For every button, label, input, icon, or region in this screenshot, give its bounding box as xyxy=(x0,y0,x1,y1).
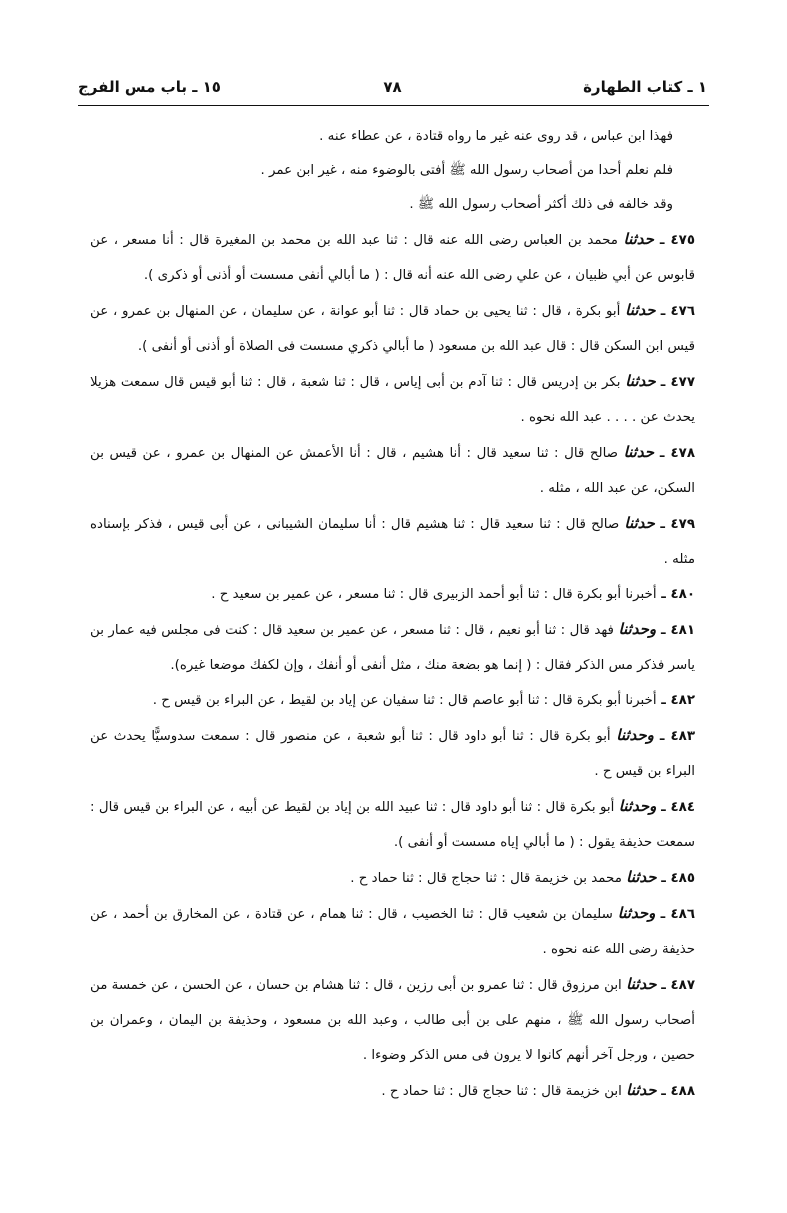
hadith-entry: ٤٨٠ ـ أخبرنا أبو بكرة قال : ثنا أبو أحمد الزبيرى قال : ثنا مسعر ، عن عمير بن سعيد ح . xyxy=(211,587,695,602)
hadith-text: أخبرنا أبو بكرة قال : ثنا أبو أحمد الزبيرى قال : ثنا مسعر ، عن عمير بن سعيد ح . xyxy=(211,587,657,602)
hadith-entry: ٤٨٨ ـ حدثنا ابن خزيمة قال : ثنا حجاج قال : ثنا حماد ح . xyxy=(381,1081,695,1099)
hadith-keyword: وحدثنا xyxy=(618,620,657,638)
hadith-number: ٤٨٨ xyxy=(670,1084,695,1099)
hadith-number: ٤٨٤ xyxy=(670,800,695,815)
intro-line: وقد خالفه فى ذلك أكثر أصحاب رسول الله ﷺ . xyxy=(409,197,673,212)
hadith-text: صالح قال : ثنا سعيد قال : أنا هشيم ، قال : أنا الأعمش عن المنهال بن عمرو ، عن قيس بن السكن، عن عبد الله ، مثله . xyxy=(90,446,695,496)
hadith-number: ٤٨٧ xyxy=(670,978,695,993)
hadith-keyword: وحدثنا xyxy=(616,726,654,744)
hadith-number: ٤٧٨ xyxy=(670,446,695,461)
hadith-entry: ٤٨٦ ـ وحدثنا سليمان بن شعيب قال : ثنا الخصيب ، قال : ثنا همام ، عن قتادة ، عن المخارق بن أحمد ، عن حذيفة رضى الله عنه نحوه . xyxy=(90,904,695,957)
hadith-text: أبو بكرة قال : ثنا أبو داود قال : ثنا عبيد الله بن إياد بن لقيط عن أبيه ، عن البراء بن قيس قال : سمعت حذيفة يقول : ( ما أبالي إياه مسست أو أنفى ). xyxy=(90,800,695,850)
hadith-number: ٤٨١ xyxy=(670,623,695,638)
hadith-text: محمد بن خزيمة قال : ثنا حجاج قال : ثنا حماد ح . xyxy=(350,871,622,886)
chapter-title: ١ ـ كتاب الطهارة xyxy=(583,78,707,96)
hadith-keyword: وحدثنا xyxy=(617,904,656,922)
header-rule xyxy=(78,105,709,106)
page-number: ٧٨ xyxy=(383,78,402,96)
hadith-entry: ٤٨٧ ـ حدثنا ابن مرزوق قال : ثنا عمرو بن أبى رزين ، قال : ثنا هشام بن حسان ، عن الحسن ، عن خمسة من أصحاب رسول الله ﷺ ، منهم على بن أبى طالب ، وعبد الله بن مسعود ، وحذيفة بن اليمان ، وعمران بن حصين ، ورجل آخر أنهم كانوا لا يرون فى مس الذكر وضوءا . xyxy=(90,975,695,1063)
hadith-text: أبو بكرة ، قال : ثنا يحيى بن حماد قال : ثنا أبو عوانة ، عن سليمان ، عن المنهال بن عمرو ، عن قيس ابن السكن قال : قال عبد الله بن مسعود ( ما أبالي ذكري مسست فى الصلاة أو أذنى أو أنفى ). xyxy=(90,304,695,354)
hadith-number: ٤٧٧ xyxy=(670,375,696,390)
hadith-number: ٤٧٩ xyxy=(670,517,696,532)
hadith-entry: ٤٨٣ ـ وحدثنا أبو بكرة قال : ثنا أبو داود قال : ثنا أبو شعبة ، عن منصور قال : سمعت سدوسيًّا يحدث عن البراء بن قيس ح . xyxy=(90,726,696,779)
hadith-number: ٤٨٦ xyxy=(670,907,695,922)
hadith-text: فهد قال : ثنا أبو نعيم ، قال : ثنا مسعر ، عن عمير بن سعيد قال : كنت فى مجلس فيه عمار بن ياسر فذكر مس الذكر فقال : ( إنما هو بضعة منك ، مثل أنفى أو أنفك ، وإن لكفك موضعا غيره). xyxy=(90,623,695,673)
hadith-number: ٤٨٠ xyxy=(670,587,695,602)
hadith-number: ٤٧٦ xyxy=(670,304,695,319)
hadith-keyword: حدثنا xyxy=(625,301,656,319)
hadith-keyword: حدثنا xyxy=(624,514,655,532)
hadith-entry: ٤٧٨ ـ حدثنا صالح قال : ثنا سعيد قال : أنا هشيم ، قال : أنا الأعمش عن المنهال بن عمرو ، عن قيس بن السكن، عن عبد الله ، مثله . xyxy=(90,443,695,496)
section-title: ١٥ ـ باب مس الفرج xyxy=(78,78,221,96)
hadith-keyword: وحدثنا xyxy=(618,797,657,815)
intro-line: فلم نعلم أحدا من أصحاب رسول الله ﷺ أفتى بالوضوء منه ، غير ابن عمر . xyxy=(260,163,673,178)
hadith-number: ٤٧٥ xyxy=(670,233,695,248)
hadith-number: ٤٨٣ xyxy=(670,729,696,744)
page-body xyxy=(90,120,695,1109)
hadith-text: بكر بن إدريس قال : ثنا آدم بن أبى إياس ، قال : ثنا شعبة ، قال : ثنا أبو قيس قال سمعت هزيلا يحدث عن . . . . عبد الله نحوه . xyxy=(90,375,695,425)
hadith-keyword: حدثنا xyxy=(625,372,656,390)
running-header xyxy=(78,78,707,104)
hadith-entry: ٤٨٥ ـ حدثنا محمد بن خزيمة قال : ثنا حجاج قال : ثنا حماد ح . xyxy=(350,868,695,886)
hadith-entry: ٤٧٥ ـ حدثنا محمد بن العباس رضى الله عنه قال : ثنا عبد الله بن محمد بن المغيرة قال : أنا مسعر ، عن قابوس عن أبي ظبيان ، عن علي رضى الله عنه أنه قال : ( ما أبالي أنفى مسست أو أذنى أو ذكرى ). xyxy=(90,230,695,283)
hadith-number: ٤٨٥ xyxy=(670,871,695,886)
hadith-text: ابن خزيمة قال : ثنا حجاج قال : ثنا حماد ح . xyxy=(381,1084,622,1099)
hadith-text: أخبرنا أبو بكرة قال : ثنا أبو عاصم قال : ثنا سفيان عن إياد بن لقيط ، عن البراء بن قيس ح . xyxy=(152,693,657,708)
hadith-text: ابن مرزوق قال : ثنا عمرو بن أبى رزين ، قال : ثنا هشام بن حسان ، عن الحسن ، عن خمسة من أصحاب رسول الله ﷺ ، منهم على بن أبى طالب ، وعبد الله بن مسعود ، وحذيفة بن اليمان ، وعمران بن حصين ، ورجل آخر أنهم كانوا لا يرون فى مس الذكر وضوءا . xyxy=(90,978,695,1063)
hadith-text: محمد بن العباس رضى الله عنه قال : ثنا عبد الله بن محمد بن المغيرة قال : أنا مسعر ، عن قابوس عن أبي ظبيان ، عن علي رضى الله عنه أنه قال : ( ما أبالي أنفى مسست أو أذنى أو ذكرى ). xyxy=(90,233,695,283)
hadith-keyword: حدثنا xyxy=(626,975,657,993)
hadith-entry: ٤٧٦ ـ حدثنا أبو بكرة ، قال : ثنا يحيى بن حماد قال : ثنا أبو عوانة ، عن سليمان ، عن المنهال بن عمرو ، عن قيس ابن السكن قال : قال عبد الله بن مسعود ( ما أبالي ذكري مسست فى الصلاة أو أذنى أو أنفى ). xyxy=(90,301,695,354)
hadith-entry: ٤٨١ ـ وحدثنا فهد قال : ثنا أبو نعيم ، قال : ثنا مسعر ، عن عمير بن سعيد قال : كنت فى مجلس فيه عمار بن ياسر فذكر مس الذكر فقال : ( إنما هو بضعة منك ، مثل أنفى أو أنفك ، وإن لكفك موضعا غيره). xyxy=(90,620,695,673)
hadith-number: ٤٨٢ xyxy=(670,693,695,708)
hadith-entry: ٤٨٢ ـ أخبرنا أبو بكرة قال : ثنا أبو عاصم قال : ثنا سفيان عن إياد بن لقيط ، عن البراء بن قيس ح . xyxy=(152,693,695,708)
hadith-keyword: حدثنا xyxy=(626,1081,657,1099)
hadith-keyword: حدثنا xyxy=(623,443,654,461)
hadith-keyword: حدثنا xyxy=(623,230,654,248)
hadith-entry: ٤٧٩ ـ حدثنا صالح قال : ثنا سعيد قال : ثنا هشيم قال : أنا سليمان الشيبانى ، عن أبى قيس ، فذكر بإسناده مثله . xyxy=(90,514,696,567)
hadith-text: أبو بكرة قال : ثنا أبو داود قال : ثنا أبو شعبة ، عن منصور قال : سمعت سدوسيًّا يحدث عن البراء بن قيس ح . xyxy=(90,729,695,779)
hadith-entry: ٤٨٤ ـ وحدثنا أبو بكرة قال : ثنا أبو داود قال : ثنا عبيد الله بن إياد بن لقيط عن أبيه ، عن البراء بن قيس قال : سمعت حذيفة يقول : ( ما أبالي إياه مسست أو أنفى ). xyxy=(90,797,695,850)
intro-line: فهذا ابن عباس ، قد روى عنه غير ما رواه قتادة ، عن عطاء عنه . xyxy=(319,129,673,144)
hadith-entry: ٤٧٧ ـ حدثنا بكر بن إدريس قال : ثنا آدم بن أبى إياس ، قال : ثنا شعبة ، قال : ثنا أبو قيس قال سمعت هزيلا يحدث عن . . . . عبد الله نحوه . xyxy=(90,372,696,425)
hadith-keyword: حدثنا xyxy=(626,868,657,886)
hadith-text: سليمان بن شعيب قال : ثنا الخصيب ، قال : ثنا همام ، عن قتادة ، عن المخارق بن أحمد ، عن حذيفة رضى الله عنه نحوه . xyxy=(90,907,695,957)
hadith-text: صالح قال : ثنا سعيد قال : ثنا هشيم قال : أنا سليمان الشيبانى ، عن أبى قيس ، فذكر بإسناده مثله . xyxy=(90,517,695,567)
